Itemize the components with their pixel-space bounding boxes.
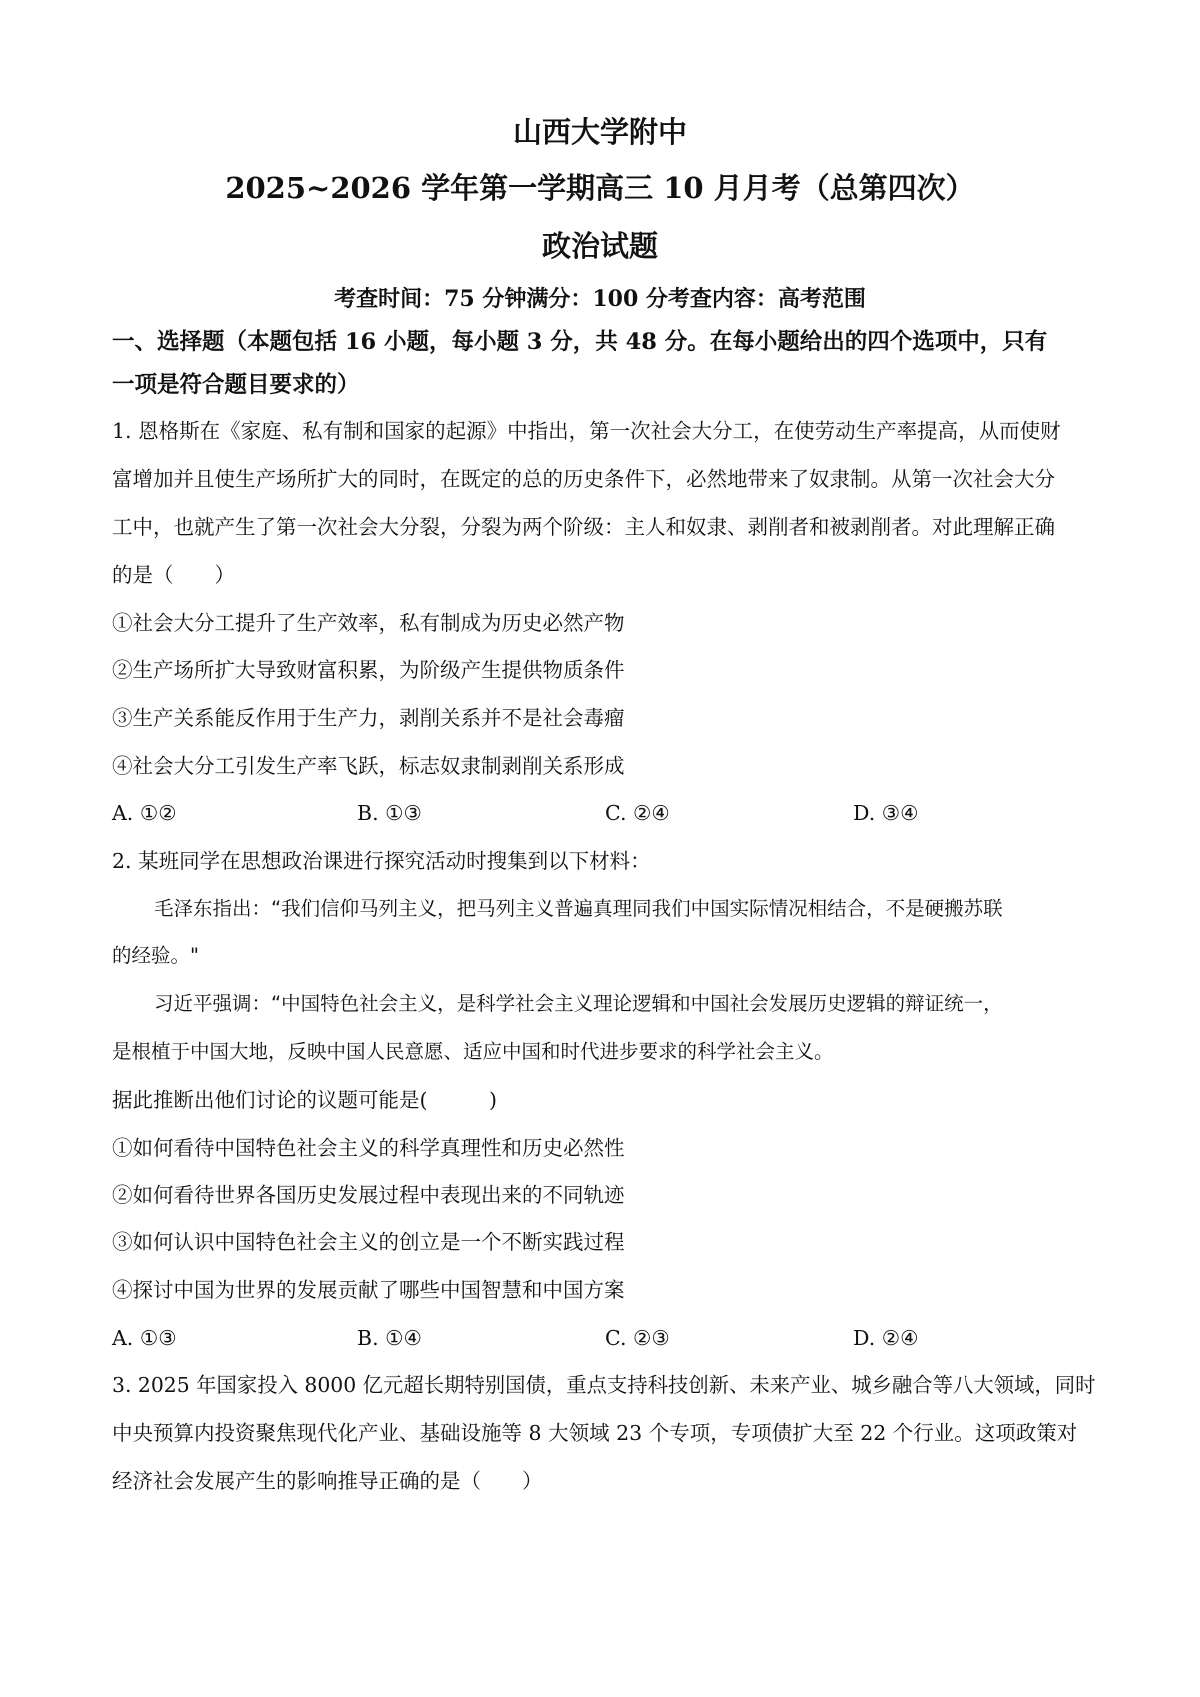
q3-stem-line: 中央预算内投资聚焦现代化产业、基础设施等 8 大领域 23 个专项，专项债扩大至 22 个行业。这项政策对 xyxy=(112,1421,1078,1445)
q1-option-a: A. ①② xyxy=(112,801,177,825)
q1-stem-line: 的是（ ） xyxy=(112,563,235,587)
section-title-line2: 一项是符合题目要求的） xyxy=(112,372,360,398)
subject-title: 政治试题 xyxy=(541,229,658,263)
q1-option-c: C. ②④ xyxy=(605,801,670,825)
q2-quote-xi: 习近平强调：“中国特色社会主义，是科学社会主义理论逻辑和中国社会发展历史逻辑的辩证统一， xyxy=(154,992,1003,1015)
q1-stem-line: 工中，也就产生了第一次社会大分裂，分裂为两个阶级：主人和奴隶、剥削者和被剥削者。对此理解正确 xyxy=(112,515,1055,539)
q2-statement: ①如何看待中国特色社会主义的科学真理性和历史必然性 xyxy=(112,1136,625,1160)
q2-option-a: A. ①③ xyxy=(112,1326,177,1350)
q1-option-b: B. ①③ xyxy=(357,801,422,825)
q1-statement: ④社会大分工引发生产率飞跃，标志奴隶制剥削关系形成 xyxy=(112,754,625,778)
q2-option-d: D. ②④ xyxy=(853,1326,919,1350)
q2-statement: ②如何看待世界各国历史发展过程中表现出来的不同轨迹 xyxy=(112,1183,625,1207)
q1-statement: ③生产关系能反作用于生产力，剥削关系并不是社会毒瘤 xyxy=(112,706,625,730)
q2-option-b: B. ①④ xyxy=(357,1326,422,1350)
q1-option-d: D. ③④ xyxy=(853,801,919,825)
q2-question: 据此推断出他们讨论的议题可能是( ) xyxy=(112,1088,497,1112)
q3-stem-line: 3. 2025 年国家投入 8000 亿元超长期特别国债，重点支持科技创新、未来产业、城乡融合等八大领域，同时 xyxy=(112,1373,1096,1397)
q2-statement: ④探讨中国为世界的发展贡献了哪些中国智慧和中国方案 xyxy=(112,1278,625,1302)
q1-statement: ②生产场所扩大导致财富积累，为阶级产生提供物质条件 xyxy=(112,658,625,682)
school-name: 山西大学附中 xyxy=(512,115,687,149)
q2-quote-mao: 毛泽东指出：“我们信仰马列主义，把马列主义普遍真理同我们中国实际情况相结合，不是硬搬苏联 xyxy=(154,897,1003,920)
section-title-line1: 一、选择题（本题包括 16 小题，每小题 3 分，共 48 分。在每小题给出的四个选项中，只有 xyxy=(112,329,1048,355)
q1-stem-line: 富增加并且使生产场所扩大的同时，在既定的总的历史条件下，必然地带来了奴隶制。从第一次社会大分 xyxy=(112,467,1055,491)
q2-stem: 2. 某班同学在思想政治课进行探究活动时搜集到以下材料： xyxy=(112,849,651,873)
q2-quote-mao: 的经验。" xyxy=(112,944,199,967)
exam-info: 考查时间：75 分钟满分：100 分考查内容：高考范围 xyxy=(334,286,866,312)
q2-option-c: C. ②③ xyxy=(605,1326,670,1350)
q2-statement: ③如何认识中国特色社会主义的创立是一个不断实践过程 xyxy=(112,1230,625,1254)
q1-statement: ①社会大分工提升了生产效率，私有制成为历史必然产物 xyxy=(112,611,625,635)
q2-quote-xi: 是根植于中国大地，反映中国人民意愿、适应中国和时代进步要求的科学社会主义。 xyxy=(112,1040,834,1063)
exam-title: 2025~2026 学年第一学期高三 10 月月考（总第四次） xyxy=(225,171,975,205)
q1-stem-line: 1. 恩格斯在《家庭、私有制和国家的起源》中指出，第一次社会大分工，在使劳动生产率提高，从而使财 xyxy=(112,419,1061,443)
q3-stem-line: 经济社会发展产生的影响推导正确的是（ ） xyxy=(112,1469,543,1493)
